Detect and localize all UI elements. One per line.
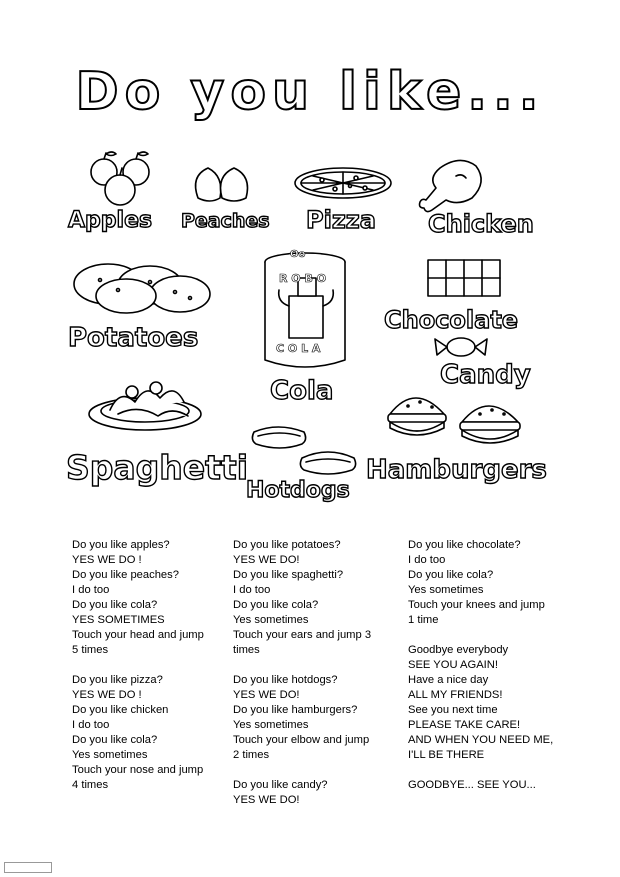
song-line: YES WE DO! <box>233 554 300 566</box>
hamburger-icon <box>388 398 520 443</box>
apples-icon <box>91 152 149 205</box>
song-line: Yes sometimes <box>233 719 309 731</box>
label-spaghetti: Spaghetti <box>66 448 249 487</box>
label-apples: Apples <box>68 208 153 233</box>
spaghetti-icon <box>89 382 201 430</box>
song-column-1 <box>72 538 204 793</box>
label-candy: Candy <box>440 360 531 390</box>
song-line: I do too <box>72 719 110 731</box>
song-line: Do you like cola? <box>72 599 158 611</box>
stanza-gap <box>72 658 204 673</box>
candy-icon <box>435 338 487 356</box>
song-line: Yes sometimes <box>72 749 148 761</box>
song-line: Do you like candy? <box>233 779 328 791</box>
song-column-2 <box>233 538 371 808</box>
label-pizza: Pizza <box>306 206 376 234</box>
song-line: Touch your elbow and jump <box>233 734 370 746</box>
label-peaches: Peaches <box>181 210 270 232</box>
song-line: Do you like cola? <box>233 599 319 611</box>
song-line: Do you like spaghetti? <box>233 569 344 581</box>
song-line: I do too <box>72 584 110 596</box>
song-line: YES WE DO! <box>233 794 300 806</box>
song-line: ALL MY FRIENDS! <box>408 689 503 701</box>
song-line: Yes sometimes <box>233 614 309 626</box>
page-title: Do you like... <box>75 62 545 122</box>
song-line: Have a nice day <box>408 674 489 686</box>
song-line: YES SOMETIMES <box>72 614 165 626</box>
stanza-gap <box>408 628 553 643</box>
can-text-bottom: C O L A <box>276 342 321 355</box>
song-line: YES WE DO! <box>233 689 300 701</box>
song-line: Yes sometimes <box>408 584 484 596</box>
chocolate-icon <box>428 260 500 296</box>
song-line: Do you like peaches? <box>72 569 179 581</box>
song-line: GOODBYE... SEE YOU... <box>408 779 536 791</box>
song-line: Do you like cola? <box>72 734 158 746</box>
potatoes-icon <box>74 264 210 313</box>
song-line: I'LL BE THERE <box>408 749 485 761</box>
can-text-top: Oo <box>290 249 306 260</box>
song-line: 5 times <box>72 644 109 656</box>
song-line: 2 times <box>233 749 270 761</box>
stanza-gap <box>233 763 371 778</box>
song-line: 1 time <box>408 614 439 626</box>
label-hamburgers: Hamburgers <box>366 455 547 485</box>
song-line: Goodbye everybody <box>408 644 509 656</box>
song-line: Do you like pizza? <box>72 674 163 686</box>
song-line: Do you like potatoes? <box>233 539 341 551</box>
song-line: Do you like hamburgers? <box>233 704 358 716</box>
label-chicken: Chicken <box>428 210 534 238</box>
label-chocolate: Chocolate <box>384 306 519 334</box>
song-line: PLEASE TAKE CARE! <box>408 719 521 731</box>
peaches-icon <box>196 168 248 201</box>
label-hotdogs: Hotdogs <box>246 478 350 503</box>
chicken-icon <box>420 160 482 211</box>
song-line: Do you like apples? <box>72 539 170 551</box>
song-line: Do you like cola? <box>408 569 494 581</box>
song-line: Touch your knees and jump <box>408 599 545 611</box>
hotdog-icon <box>252 427 355 474</box>
song-line: Do you like chicken <box>72 704 169 716</box>
song-line: I do too <box>233 584 271 596</box>
song-line: Touch your ears and jump 3 <box>233 629 372 641</box>
song-line: YES WE DO ! <box>72 554 142 566</box>
stanza-gap <box>408 763 553 778</box>
song-line: SEE YOU AGAIN! <box>408 659 498 671</box>
song-line: Touch your head and jump <box>72 629 204 641</box>
song-line: See you next time <box>408 704 498 716</box>
song-column-3 <box>408 538 553 793</box>
song-line: times <box>233 644 260 656</box>
song-line: AND WHEN YOU NEED ME, <box>408 734 554 746</box>
song-line: YES WE DO ! <box>72 689 142 701</box>
song-line: 4 times <box>72 779 109 791</box>
pizza-icon <box>295 168 391 198</box>
song-line: Touch your nose and jump <box>72 764 204 776</box>
publisher-logo <box>4 862 52 873</box>
song-line: I do too <box>408 554 446 566</box>
can-text-middle: R O B O <box>279 272 327 285</box>
song-line: Do you like chocolate? <box>408 539 521 551</box>
song-line: Do you like hotdogs? <box>233 674 338 686</box>
label-cola: Cola <box>270 376 334 406</box>
label-potatoes: Potatoes <box>68 323 199 353</box>
stanza-gap <box>233 658 371 673</box>
